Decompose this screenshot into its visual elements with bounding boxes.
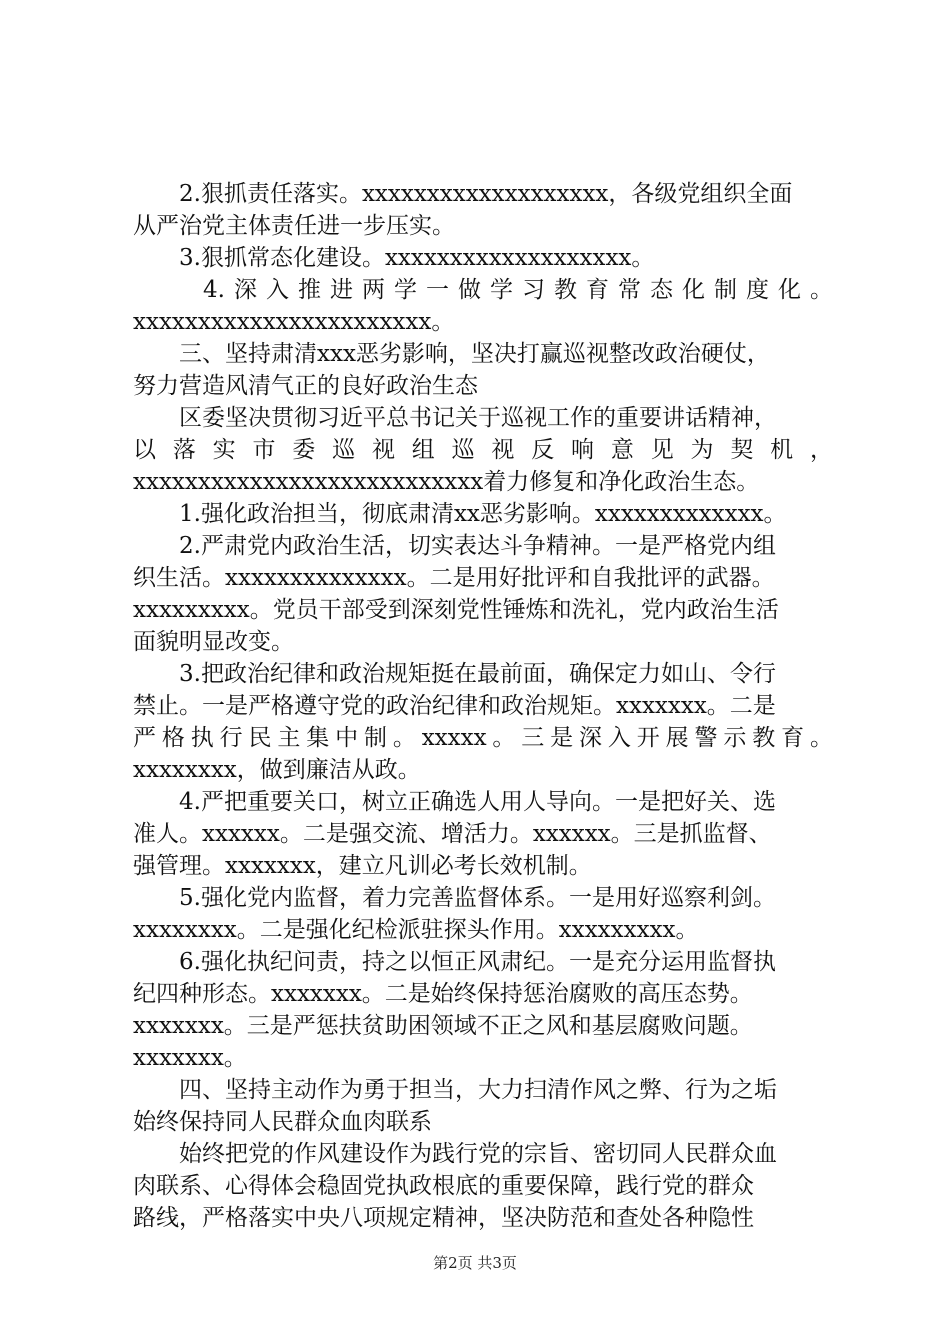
paragraph-line: 3.狠抓常态化建设。xxxxxxxxxxxxxxxxxxx。 [179, 245, 655, 271]
paragraph-line: 准人。xxxxxx。二是强交流、增活力。xxxxxx。三是抓监督、 [133, 821, 772, 847]
paragraph-line: xxxxxxxxxxxxxxxxxxxxxxxxxxx着力修复和净化政治生态。 [133, 469, 760, 495]
paragraph-line: 5.强化党内监督，着力完善监督体系。一是用好巡察利剑。 [179, 885, 776, 911]
paragraph-line: 禁止。一是严格遵守党的政治纪律和政治规矩。xxxxxxx。二是 [133, 693, 776, 719]
paragraph-line: 纪四种形态。xxxxxxx。二是始终保持惩治腐败的高压态势。 [133, 981, 753, 1007]
paragraph-line: 面貌明显改变。 [133, 629, 294, 655]
paragraph-line: 4.深入推进两学一做学习教育常态化制度化。 [203, 277, 833, 303]
paragraph-line: xxxxxxxx，做到廉洁从政。 [133, 757, 421, 783]
section-heading-line: 努力营造风清气正的良好政治生态 [133, 373, 478, 399]
paragraph-line: 2.狠抓责任落实。xxxxxxxxxxxxxxxxxxx，各级党组织全面 [179, 181, 793, 207]
section-heading-line: 三、坚持肃清xxx恶劣影响，坚决打赢巡视整改政治硬仗， [179, 341, 770, 367]
paragraph-line: 强管理。xxxxxxx，建立凡训必考长效机制。 [133, 853, 592, 879]
paragraph-line: 从严治党主体责任进一步压实。 [133, 213, 455, 239]
paragraph-line: 区委坚决贯彻习近平总书记关于巡视工作的重要讲话精神， [179, 405, 777, 431]
paragraph-line: xxxxxxxx。二是强化纪检派驻探头作用。xxxxxxxxx。 [133, 917, 699, 943]
document-body [133, 178, 833, 1234]
paragraph-line: xxxxxxxxx。党员干部受到深刻党性锤炼和洗礼，党内政治生活 [133, 597, 779, 623]
paragraph-line: 严格执行民主集中制。xxxxx。三是深入开展警示教育。 [133, 725, 833, 751]
section-heading-line: 始终保持同人民群众血肉联系 [133, 1109, 432, 1135]
page-number-footer: 第2页 共3页 [433, 1254, 517, 1272]
paragraph-line: 肉联系、心得体会稳固党执政根底的重要保障，践行党的群众 [133, 1173, 754, 1199]
paragraph-line: 以落实市委巡视组巡视反响意见为契机， [133, 437, 833, 463]
paragraph-line: 4.严把重要关口，树立正确选人用人导向。一是把好关、选 [179, 789, 776, 815]
paragraph-line: xxxxxxxxxxxxxxxxxxxxxxx。 [133, 309, 455, 335]
paragraph-line: 3.把政治纪律和政治规矩挺在最前面，确保定力如山、令行 [179, 661, 776, 687]
paragraph-line: 2.严肃党内政治生活，切实表达斗争精神。一是严格党内组 [179, 533, 776, 559]
paragraph-line: 6.强化执纪问责，持之以恒正风肃纪。一是充分运用监督执 [179, 949, 776, 975]
paragraph-line: 1.强化政治担当，彻底肃清xx恶劣影响。xxxxxxxxxxxxx。 [179, 501, 787, 527]
paragraph-line: 织生活。xxxxxxxxxxxxxx。二是用好批评和自我批评的武器。 [133, 565, 775, 591]
paragraph-line: xxxxxxx。 [133, 1045, 247, 1071]
section-heading-line: 四、坚持主动作为勇于担当，大力扫清作风之弊、行为之垢 [179, 1077, 777, 1103]
paragraph-line: 路线，严格落实中央八项规定精神，坚决防范和查处各种隐性 [133, 1205, 754, 1231]
paragraph-line: 始终把党的作风建设作为践行党的宗旨、密切同人民群众血 [179, 1141, 777, 1167]
paragraph-line: xxxxxxx。三是严惩扶贫助困领域不正之风和基层腐败问题。 [133, 1013, 753, 1039]
